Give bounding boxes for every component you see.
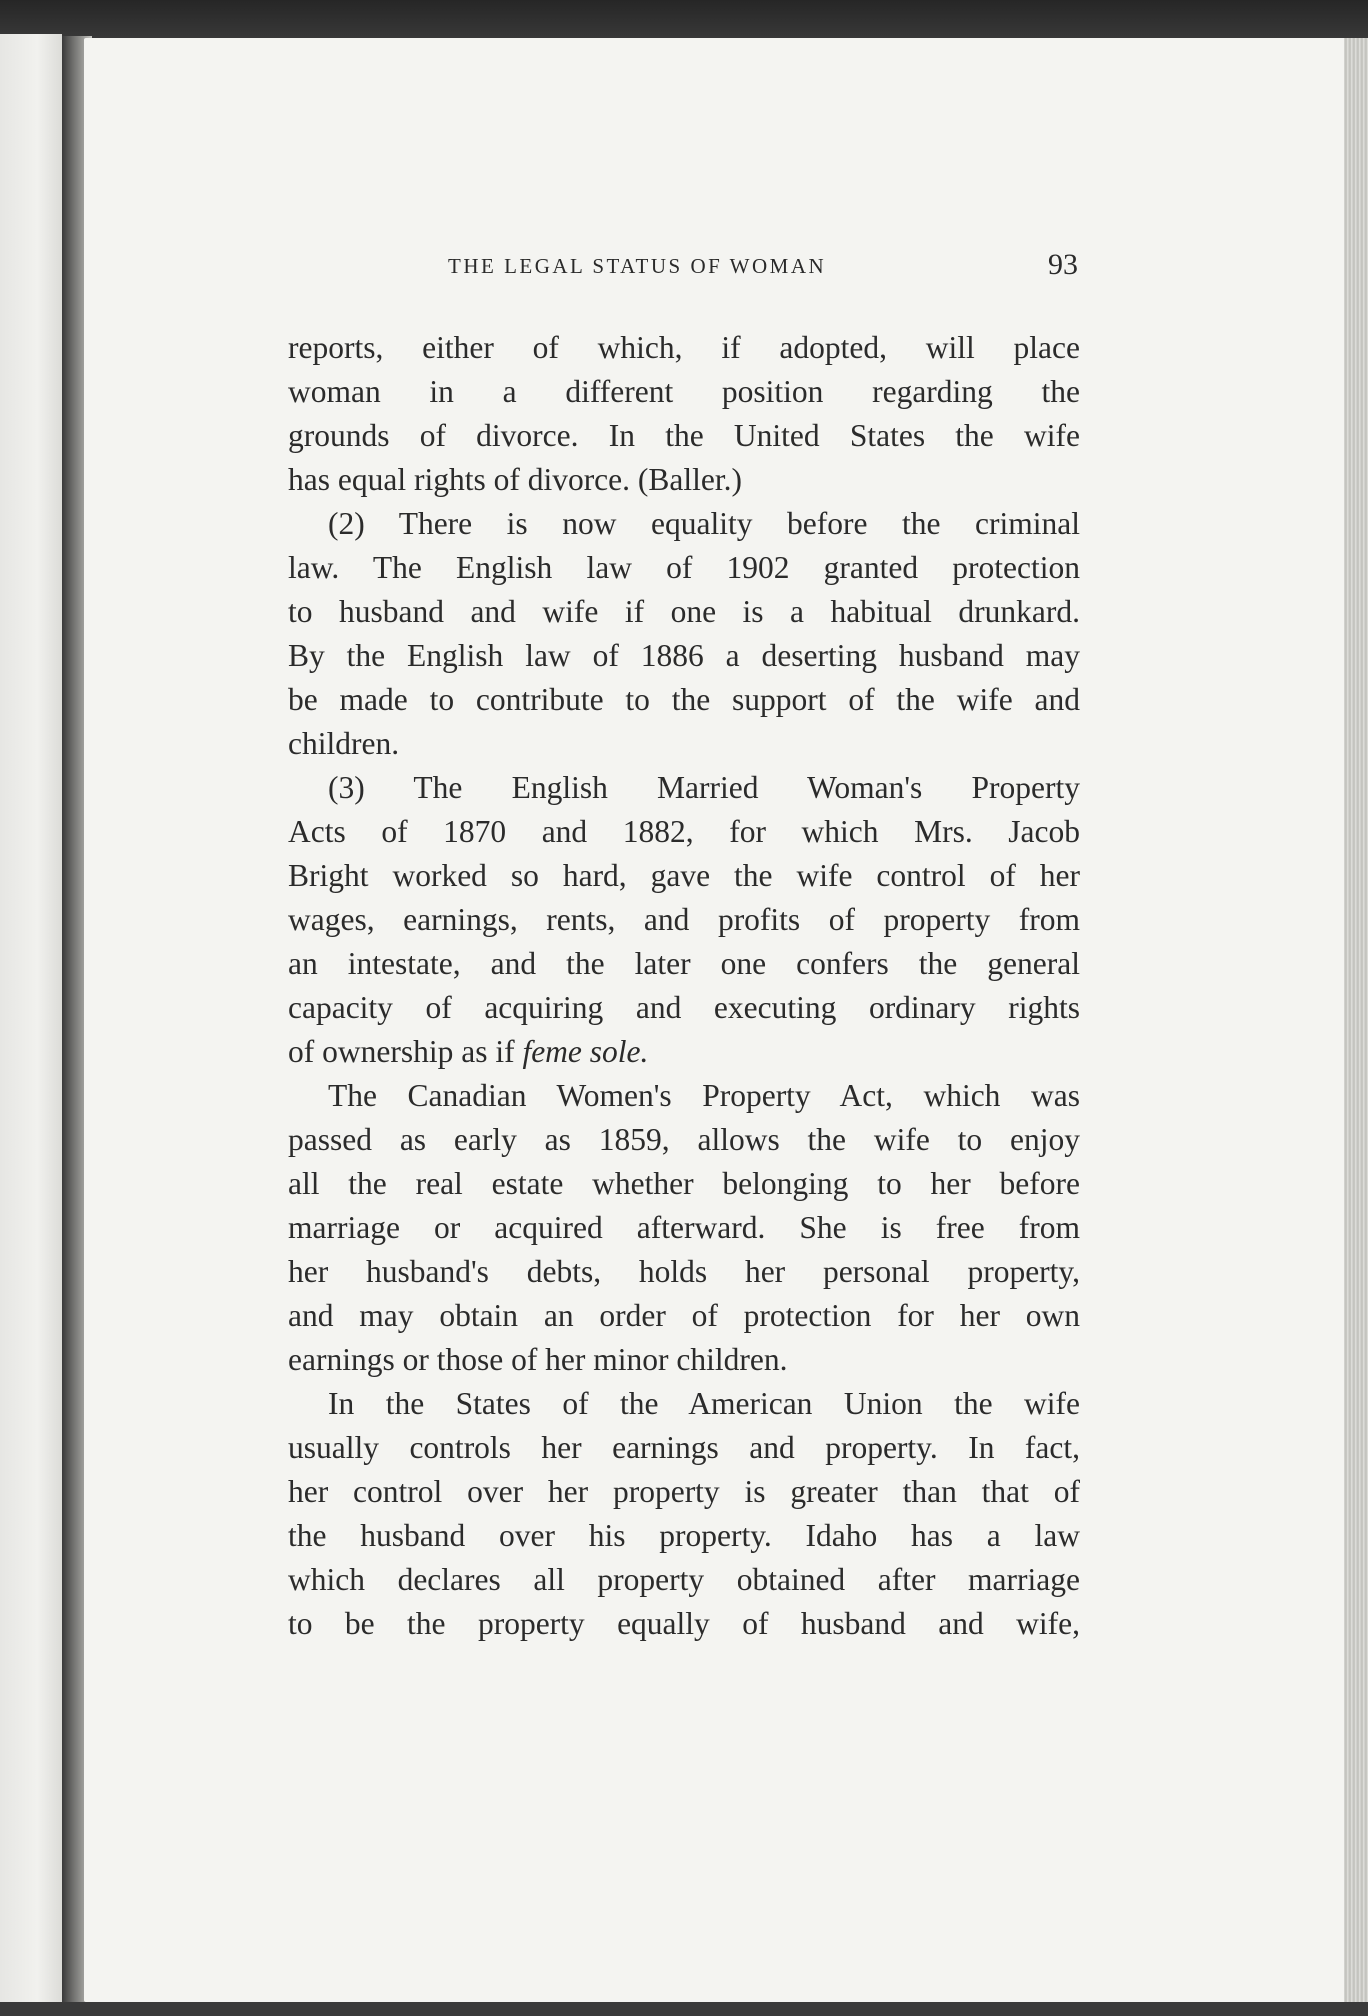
running-title: THE LEGAL STATUS OF WOMAN: [448, 254, 827, 278]
text-line: woman in a different position regarding the: [288, 374, 1080, 409]
text-line: In the States of the American Union the wife: [328, 1386, 1080, 1421]
text-line: wages, earnings, rents, and profits of property from: [288, 902, 1080, 937]
text-line: her control over her property is greater than that of: [288, 1474, 1080, 1509]
text-line: passed as early as 1859, allows the wife to enjoy: [288, 1122, 1080, 1157]
text-line: and may obtain an order of protection for her own: [288, 1298, 1080, 1333]
text-line: grounds of divorce. In the United States the wife: [288, 418, 1080, 453]
text-line: her husband's debts, holds her personal property,: [288, 1254, 1080, 1289]
text-line: an intestate, and the later one confers the general: [288, 946, 1080, 981]
italic-term: feme sole.: [522, 1034, 649, 1069]
text-line: to be the property equally of husband and wife,: [288, 1606, 1080, 1641]
text-line: (2) There is now equality before the criminal: [328, 506, 1080, 541]
text-fragment: of ownership as if: [288, 1034, 523, 1069]
text-line: has equal rights of divorce. (Baller.): [288, 462, 742, 497]
text-line: all the real estate whether belonging to her before: [288, 1166, 1080, 1201]
text-line: earnings or those of her minor children.: [288, 1342, 788, 1377]
scanner-top-edge: [0, 0, 1368, 42]
text-line: reports, either of which, if adopted, will place: [288, 330, 1080, 365]
text-line: [288, 1030, 1080, 1074]
text-line: the husband over his property. Idaho has a law: [288, 1518, 1080, 1553]
text-line: Acts of 1870 and 1882, for which Mrs. Jacob: [288, 814, 1080, 849]
scanner-bottom-edge: [0, 2002, 1368, 2016]
running-head: [288, 248, 1088, 288]
text-line: which declares all property obtained after marriage: [288, 1562, 1080, 1597]
text-line: By the English law of 1886 a deserting husband may: [288, 638, 1080, 673]
facing-page-edge: [0, 34, 62, 2004]
page-stack-edge: [1344, 38, 1368, 2004]
text-line: capacity of acquiring and executing ordinary rights: [288, 990, 1080, 1025]
text-line: Bright worked so hard, gave the wife control of her: [288, 858, 1080, 893]
text-line: law. The English law of 1902 granted protection: [288, 550, 1080, 585]
body-text: [288, 326, 1080, 1646]
text-line: to husband and wife if one is a habitual drunkard.: [288, 594, 1080, 629]
text-line: usually controls her earnings and property. In fact,: [288, 1430, 1080, 1465]
text-line: be made to contribute to the support of the wife and: [288, 682, 1080, 717]
text-line: children.: [288, 726, 400, 761]
text-line: (3) The English Married Woman's Property: [328, 770, 1080, 805]
page-number: 93: [1048, 248, 1078, 281]
text-line: The Canadian Women's Property Act, which was: [328, 1078, 1080, 1113]
text-line: marriage or acquired afterward. She is free from: [288, 1210, 1080, 1245]
